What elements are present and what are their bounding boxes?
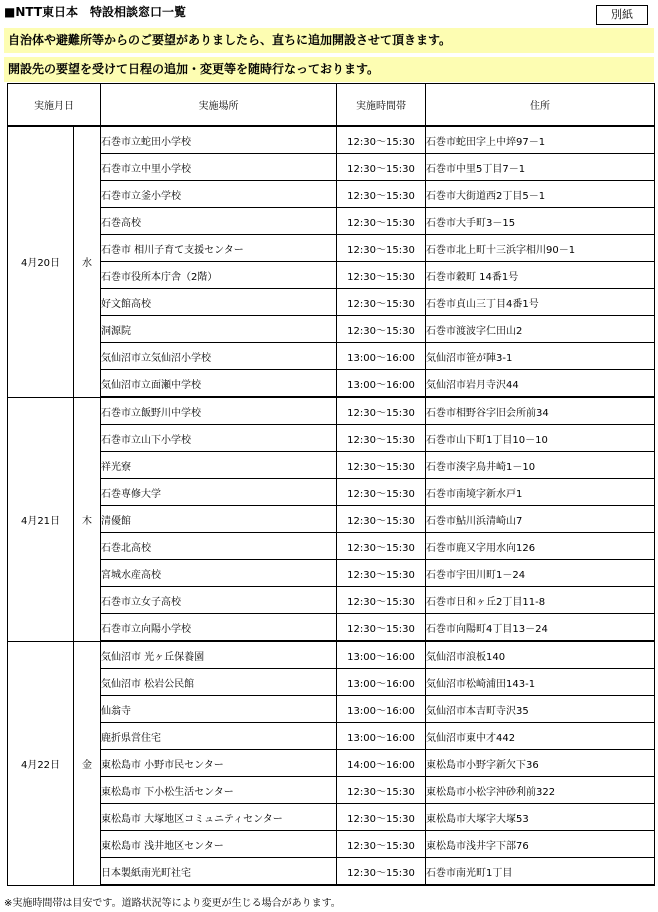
address-cell: 石巻市南境字新水戸1	[426, 479, 655, 506]
table-row	[8, 343, 655, 370]
time-cell: 13:00～16:00	[337, 641, 426, 669]
address-cell: 石巻市大手町3－15	[426, 208, 655, 235]
table-row	[8, 858, 655, 886]
time-cell: 12:30～15:30	[337, 126, 426, 154]
address-cell: 石巻市中里5丁目7－1	[426, 154, 655, 181]
table-row	[8, 425, 655, 452]
address-cell: 石巻市相野谷字旧会所前34	[426, 397, 655, 425]
address-cell: 石巻市大街道西2丁目5－1	[426, 181, 655, 208]
table-row	[8, 614, 655, 642]
address-cell: 東松島市浅井字下部76	[426, 831, 655, 858]
date-cell: 4月22日	[8, 641, 74, 885]
table-row	[8, 669, 655, 696]
place-cell: 好文館高校	[101, 289, 337, 316]
time-cell: 12:30～15:30	[337, 506, 426, 533]
time-cell: 13:00～16:00	[337, 343, 426, 370]
place-cell: 東松島市 大塚地区コミュニティセンター	[101, 804, 337, 831]
document-title: ■NTT東日本 特設相談窓口一覧	[4, 5, 187, 19]
place-cell: 石巻専修大学	[101, 479, 337, 506]
table-row	[8, 316, 655, 343]
time-cell: 13:00～16:00	[337, 370, 426, 398]
address-cell: 東松島市小松字沖砂利前322	[426, 777, 655, 804]
table-row	[8, 506, 655, 533]
table-row	[8, 587, 655, 614]
time-cell: 14:00～16:00	[337, 750, 426, 777]
address-cell: 気仙沼市岩月寺沢44	[426, 370, 655, 398]
time-cell: 12:30～15:30	[337, 208, 426, 235]
time-cell: 12:30～15:30	[337, 289, 426, 316]
address-cell: 東松島市大塚字大塚53	[426, 804, 655, 831]
address-cell: 石巻市鹿又字用水向126	[426, 533, 655, 560]
time-cell: 12:30～15:30	[337, 154, 426, 181]
address-cell: 石巻市穀町 14番1号	[426, 262, 655, 289]
table-row	[8, 479, 655, 506]
consultation-schedule-table	[7, 83, 655, 886]
notice-schedule-changes: 開設先の要望を受けて日程の追加・変更等を随時行なっております。	[4, 57, 654, 82]
time-cell: 12:30～15:30	[337, 587, 426, 614]
time-cell: 13:00～16:00	[337, 669, 426, 696]
table-row	[8, 831, 655, 858]
time-cell: 13:00～16:00	[337, 696, 426, 723]
table-row	[8, 181, 655, 208]
place-cell: 石巻市立蛇田小学校	[101, 126, 337, 154]
address-cell: 石巻市鮎川浜清崎山7	[426, 506, 655, 533]
weekday-cell: 水	[74, 126, 101, 397]
schedule-body	[8, 126, 655, 885]
place-cell: 洞源院	[101, 316, 337, 343]
table-row	[8, 777, 655, 804]
time-cell: 12:30～15:30	[337, 397, 426, 425]
column-header-address: 住所	[426, 84, 655, 127]
address-cell: 気仙沼市松崎浦田143-1	[426, 669, 655, 696]
address-cell: 石巻市日和ヶ丘2丁目11-8	[426, 587, 655, 614]
place-cell: 石巻北高校	[101, 533, 337, 560]
table-header-row	[8, 84, 655, 127]
place-cell: 石巻市役所本庁舎（2階）	[101, 262, 337, 289]
time-cell: 12:30～15:30	[337, 533, 426, 560]
notice-additional-sites: 自治体や避難所等からのご要望がありましたら、直ちに追加開設させて頂きます。	[4, 28, 654, 53]
place-cell: 石巻市立山下小学校	[101, 425, 337, 452]
address-cell: 石巻市渡波字仁田山2	[426, 316, 655, 343]
place-cell: 鹿折県営住宅	[101, 723, 337, 750]
address-cell: 気仙沼市東中才442	[426, 723, 655, 750]
time-cell: 12:30～15:30	[337, 560, 426, 587]
address-cell: 気仙沼市浪板140	[426, 641, 655, 669]
place-cell: 東松島市 小野市民センター	[101, 750, 337, 777]
table-row	[8, 208, 655, 235]
table-row	[8, 723, 655, 750]
place-cell: 日本製紙南光町社宅	[101, 858, 337, 886]
time-cell: 12:30～15:30	[337, 777, 426, 804]
address-cell: 石巻市南光町1丁目	[426, 858, 655, 886]
place-cell: 石巻市立向陽小学校	[101, 614, 337, 642]
address-cell: 石巻市蛇田字上中埣97－1	[426, 126, 655, 154]
weekday-cell: 木	[74, 397, 101, 641]
place-cell: 気仙沼市 松岩公民館	[101, 669, 337, 696]
place-cell: 石巻市立中里小学校	[101, 154, 337, 181]
time-cell: 12:30～15:30	[337, 262, 426, 289]
table-row	[8, 397, 655, 425]
time-cell: 12:30～15:30	[337, 479, 426, 506]
date-cell: 4月20日	[8, 126, 74, 397]
address-cell: 気仙沼市笹が陣3-1	[426, 343, 655, 370]
table-row	[8, 452, 655, 479]
table-row	[8, 370, 655, 398]
address-cell: 気仙沼市本吉町寺沢35	[426, 696, 655, 723]
place-cell: 石巻市 相川子育て支援センター	[101, 235, 337, 262]
address-cell: 石巻市北上町十三浜字相川90－1	[426, 235, 655, 262]
column-header-time: 実施時間帯	[337, 84, 426, 127]
time-cell: 12:30～15:30	[337, 452, 426, 479]
place-cell: 気仙沼市 光ヶ丘保養園	[101, 641, 337, 669]
table-row	[8, 235, 655, 262]
place-cell: 東松島市 下小松生活センター	[101, 777, 337, 804]
table-row	[8, 641, 655, 669]
time-cell: 12:30～15:30	[337, 425, 426, 452]
table-row	[8, 560, 655, 587]
attachment-badge: 別紙	[596, 5, 648, 25]
place-cell: 気仙沼市立面瀬中学校	[101, 370, 337, 398]
time-cell: 13:00～16:00	[337, 723, 426, 750]
time-cell: 12:30～15:30	[337, 614, 426, 642]
address-cell: 東松島市小野字新欠下36	[426, 750, 655, 777]
table-row	[8, 126, 655, 154]
place-cell: 石巻市立女子高校	[101, 587, 337, 614]
table-row	[8, 804, 655, 831]
place-cell: 石巻高校	[101, 208, 337, 235]
address-cell: 石巻市向陽町4丁目13－24	[426, 614, 655, 642]
place-cell: 清優館	[101, 506, 337, 533]
table-row	[8, 696, 655, 723]
place-cell: 宮城水産高校	[101, 560, 337, 587]
weekday-cell: 金	[74, 641, 101, 885]
place-cell: 気仙沼市立気仙沼小学校	[101, 343, 337, 370]
address-cell: 石巻市湊字鳥井崎1－10	[426, 452, 655, 479]
table-row	[8, 289, 655, 316]
time-cell: 12:30～15:30	[337, 235, 426, 262]
date-cell: 4月21日	[8, 397, 74, 641]
place-cell: 石巻市立飯野川中学校	[101, 397, 337, 425]
address-cell: 石巻市山下町1丁目10－10	[426, 425, 655, 452]
column-header-place: 実施場所	[101, 84, 337, 127]
address-cell: 石巻市貞山三丁目4番1号	[426, 289, 655, 316]
time-cell: 12:30～15:30	[337, 804, 426, 831]
footnote: ※実施時間帯は目安です。道路状況等により変更が生じる場合があります。	[4, 898, 341, 909]
place-cell: 仙翁寺	[101, 696, 337, 723]
place-cell: 東松島市 浅井地区センター	[101, 831, 337, 858]
place-cell: 祥光寮	[101, 452, 337, 479]
time-cell: 12:30～15:30	[337, 316, 426, 343]
table-row	[8, 533, 655, 560]
place-cell: 石巻市立釜小学校	[101, 181, 337, 208]
table-row	[8, 750, 655, 777]
table-row	[8, 154, 655, 181]
table-row	[8, 262, 655, 289]
address-cell: 石巻市宇田川町1－24	[426, 560, 655, 587]
time-cell: 12:30～15:30	[337, 831, 426, 858]
column-header-date: 実施月日	[8, 84, 101, 127]
time-cell: 12:30～15:30	[337, 181, 426, 208]
time-cell: 12:30～15:30	[337, 858, 426, 886]
